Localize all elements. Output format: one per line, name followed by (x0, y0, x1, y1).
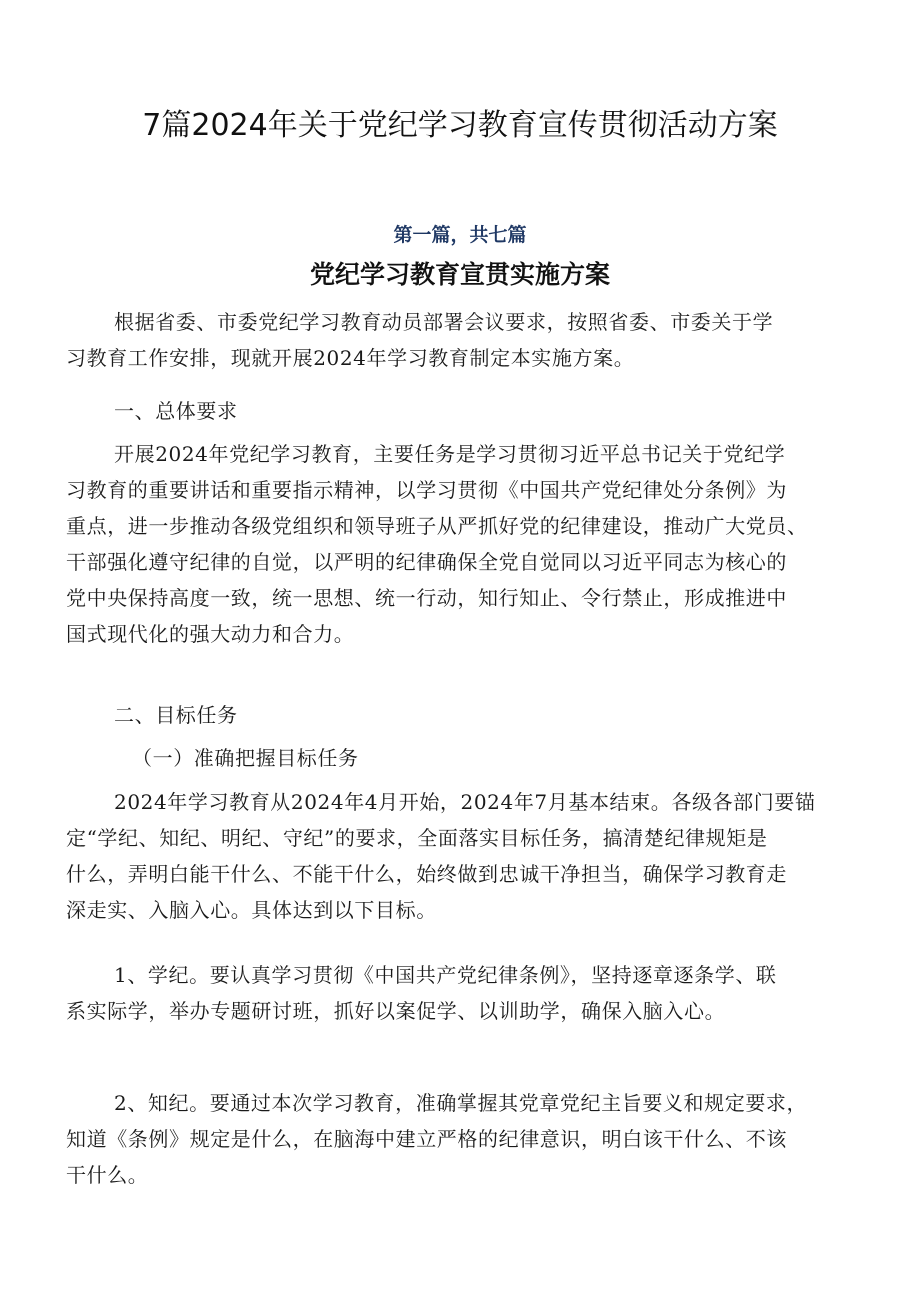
heading-subgoal-1 (66, 740, 862, 776)
text-line: 开展2024年党纪学习教育，主要任务是学习贯彻习近平总书记关于党纪学 (114, 442, 786, 466)
text-line: 习教育工作安排，现就开展2024年学习教育制定本实施方案。 (66, 346, 635, 370)
paragraph-goals (66, 784, 862, 928)
text-line: 一、总体要求 (114, 399, 238, 423)
part-label: 第一篇，共七篇 (393, 224, 527, 246)
text-line: 1、学纪。要认真学习贯彻《中国共产党纪律条例》，坚持逐章逐条学、联 (114, 963, 777, 987)
text-line: 重点，进一步推动各级党组织和领导班子从严抓好党的纪律建设，推动广大党员、 (66, 514, 808, 538)
text-line: 2、知纪。要通过本次学习教育，准确掌握其党章党纪主旨要义和规定要求， (114, 1091, 808, 1115)
paragraph-general (66, 436, 862, 652)
text-line: 二、目标任务 (114, 703, 238, 727)
text-line: 干什么。 (66, 1163, 149, 1187)
text-line: 系实际学，举办专题研讨班，抓好以案促学、以训助学，确保入脑入心。 (66, 999, 726, 1023)
text-line: 国式现代化的强大动力和合力。 (66, 622, 355, 646)
paragraph-intro (66, 304, 862, 376)
paragraph-learn-discipline (66, 957, 862, 1029)
section-title: 党纪学习教育宣贯实施方案 (309, 260, 610, 289)
text-line: 2024年学习教育从2024年4月开始，2024年7月基本结束。各级各部门要锚 (114, 790, 816, 814)
text-line: 知道《条例》规定是什么，在脑海中建立严格的纪律意识，明白该干什么、不该 (66, 1127, 787, 1151)
text-line: 定“学纪、知纪、明纪、守纪”的要求，全面落实目标任务，搞清楚纪律规矩是 (66, 826, 768, 850)
text-line: 深走实、入脑入心。具体达到以下目标。 (66, 898, 437, 922)
text-line: 习教育的重要讲话和重要指示精神，以学习贯彻《中国共产党纪律处分条例》为 (66, 478, 787, 502)
text-line: 根据省委、市委党纪学习教育动员部署会议要求，按照省委、市委关于学 (114, 310, 774, 334)
heading-general-requirements (66, 393, 862, 429)
heading-goals (66, 697, 862, 733)
text-line: （一）准确把握目标任务 (132, 746, 359, 770)
paragraph-know-discipline (66, 1085, 862, 1193)
text-line: 什么，弄明白能干什么、不能干什么，始终做到忠诚干净担当，确保学习教育走 (66, 862, 787, 886)
text-line: 党中央保持高度一致，统一思想、统一行动，知行知止、令行禁止，形成推进中 (66, 586, 787, 610)
document-title: 7篇2024年关于党纪学习教育宣传贯彻活动方案 (142, 108, 778, 143)
text-line: 干部强化遵守纪律的自觉，以严明的纪律确保全党自觉同以习近平同志为核心的 (66, 550, 787, 574)
